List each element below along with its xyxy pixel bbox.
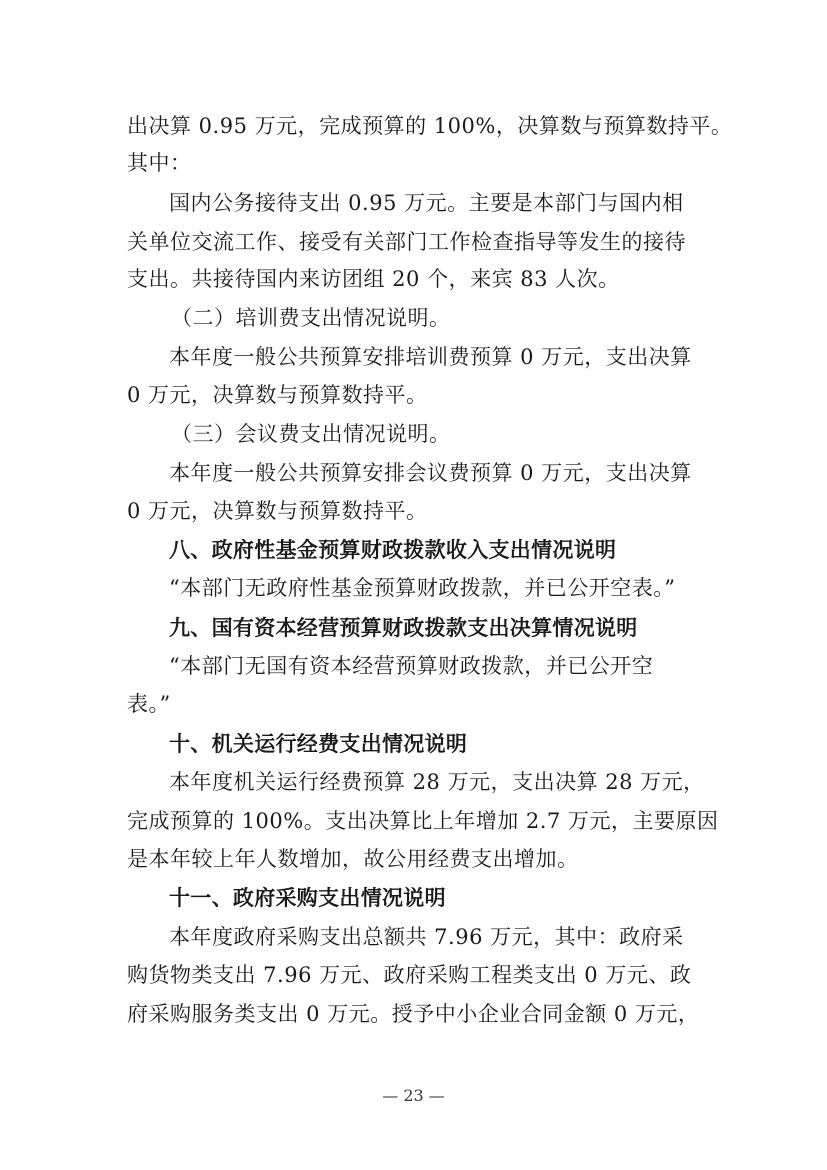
body-text-line: 表。” — [127, 692, 171, 716]
body-text-line: 其中： — [127, 151, 192, 175]
body-text-line: 本年度机关运行经费预算 28 万元，支出决算 28 万元， — [169, 770, 705, 794]
body-text-line: 支出。共接待国内来访团组 20 个，来宾 83 人次。 — [127, 267, 620, 291]
body-text-line: “本部门无国有资本经营预算财政拨款，并已公开空 — [169, 654, 654, 678]
body-text-line: 本年度一般公共预算安排培训费预算 0 万元，支出决算 — [169, 345, 692, 369]
body-text-line: 完成预算的 100%。支出决算比上年增加 2.7 万元，主要原因 — [127, 809, 719, 833]
section-heading: 十、机关运行经费支出情况说明 — [169, 732, 468, 756]
body-text-line: 0 万元，决算数与预算数持平。 — [127, 383, 428, 407]
body-text-line: 0 万元，决算数与预算数持平。 — [127, 499, 428, 523]
subsection-heading: （二）培训费支出情况说明。 — [171, 306, 451, 330]
body-text-line: 是本年较上年人数增加，故公用经费支出增加。 — [127, 847, 579, 871]
section-heading: 九、国有资本经营预算财政拨款支出决算情况说明 — [169, 616, 638, 640]
body-text-line: 本年度一般公共预算安排会议费预算 0 万元，支出决算 — [169, 461, 692, 485]
subsection-heading: （三）会议费支出情况说明。 — [171, 422, 451, 446]
section-heading: 十一、政府采购支出情况说明 — [169, 886, 446, 910]
body-text-line: 出决算 0.95 万元，完成预算的 100%，决算数与预算数持平。 — [127, 114, 733, 138]
section-heading: 八、政府性基金预算财政拨款收入支出情况说明 — [169, 538, 617, 562]
body-text-line: 关单位交流工作、接受有关部门工作检查指导等发生的接待 — [127, 230, 686, 254]
body-text-line: 购货物类支出 7.96 万元、政府采购工程类支出 0 万元、政 — [127, 963, 692, 987]
body-text-line: “本部门无政府性基金预算财政拨款，并已公开空表。” — [169, 576, 676, 600]
body-text-line: 府采购服务类支出 0 万元。授予中小企业合同金额 0 万元， — [127, 1002, 700, 1026]
body-text-line: 本年度政府采购支出总额共 7.96 万元，其中：政府采 — [169, 925, 684, 949]
body-text-line: 国内公务接待支出 0.95 万元。主要是本部门与国内相 — [169, 191, 684, 215]
page-number: — 23 — — [382, 1086, 445, 1105]
